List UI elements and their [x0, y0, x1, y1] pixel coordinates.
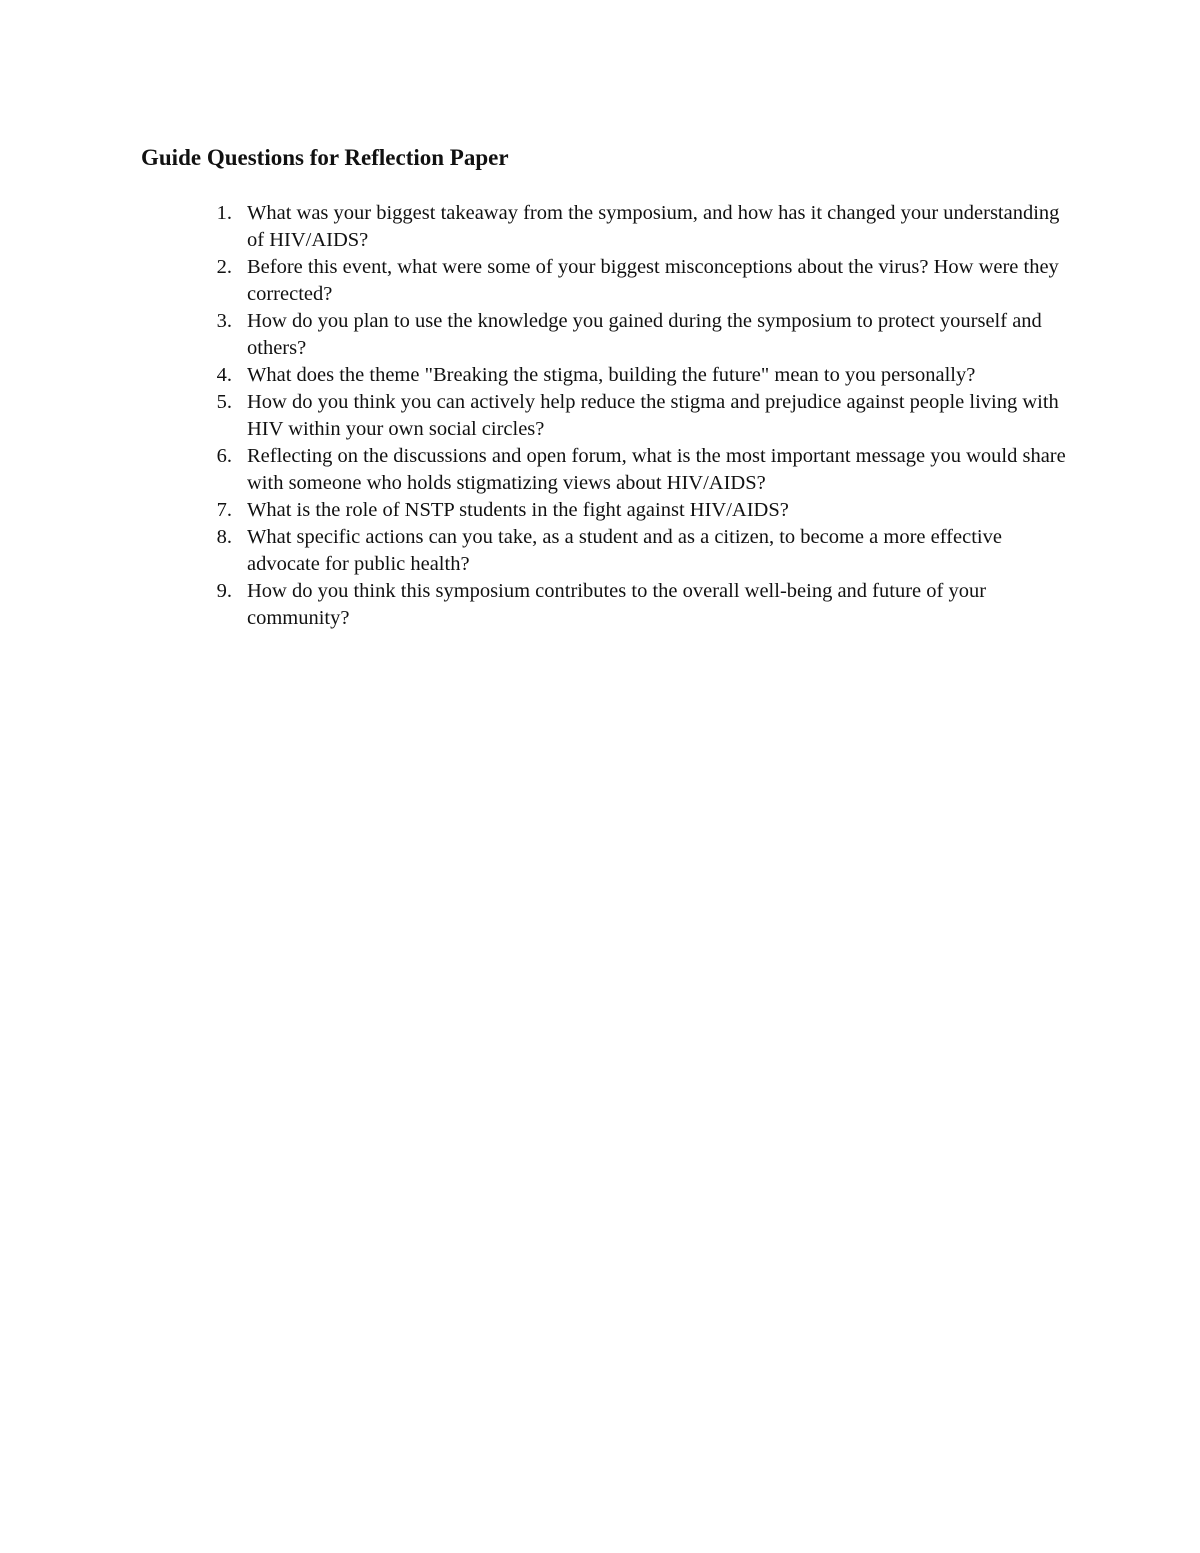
question-text: What was your biggest takeaway from the symposium, and how has it changed your understanding of HIV/AIDS? [247, 202, 1060, 251]
question-item-6 [0, 443, 1067, 497]
question-list [0, 200, 1200, 632]
question-item-2 [0, 254, 1067, 308]
question-number: 2. [216, 256, 232, 278]
question-item-9 [0, 578, 1067, 632]
question-number: 9. [216, 580, 232, 602]
question-item-8 [0, 524, 1067, 578]
question-number: 7. [216, 499, 232, 521]
question-item-1 [0, 200, 1067, 254]
question-item-3 [0, 308, 1067, 362]
question-number: 4. [216, 364, 232, 386]
question-number: 5. [216, 391, 232, 413]
question-item-7 [0, 497, 1067, 524]
question-text: How do you think you can actively help reduce the stigma and prejudice against people living with HIV within your own social circles? [247, 391, 1059, 440]
question-text: What specific actions can you take, as a student and as a citizen, to become a more effective advocate for public health? [247, 526, 1002, 575]
question-number: 8. [216, 526, 232, 548]
question-text: What does the theme "Breaking the stigma, building the future" mean to you personally? [247, 364, 976, 386]
question-text: Reflecting on the discussions and open forum, what is the most important message you would share with someone who holds stigmatizing views about HIV/AIDS? [247, 445, 1066, 494]
question-text: Before this event, what were some of your biggest misconceptions about the virus? How were they corrected? [247, 256, 1059, 305]
question-number: 6. [216, 445, 232, 467]
page-title: Guide Questions for Reflection Paper [141, 145, 509, 170]
question-number: 3. [216, 310, 232, 332]
question-text: What is the role of NSTP students in the fight against HIV/AIDS? [247, 499, 789, 521]
question-text: How do you think this symposium contributes to the overall well-being and future of your community? [247, 580, 987, 629]
question-text: How do you plan to use the knowledge you gained during the symposium to protect yourself and others? [247, 310, 1042, 359]
question-item-4 [0, 362, 1067, 389]
question-item-5 [0, 389, 1067, 443]
question-number: 1. [216, 202, 232, 224]
